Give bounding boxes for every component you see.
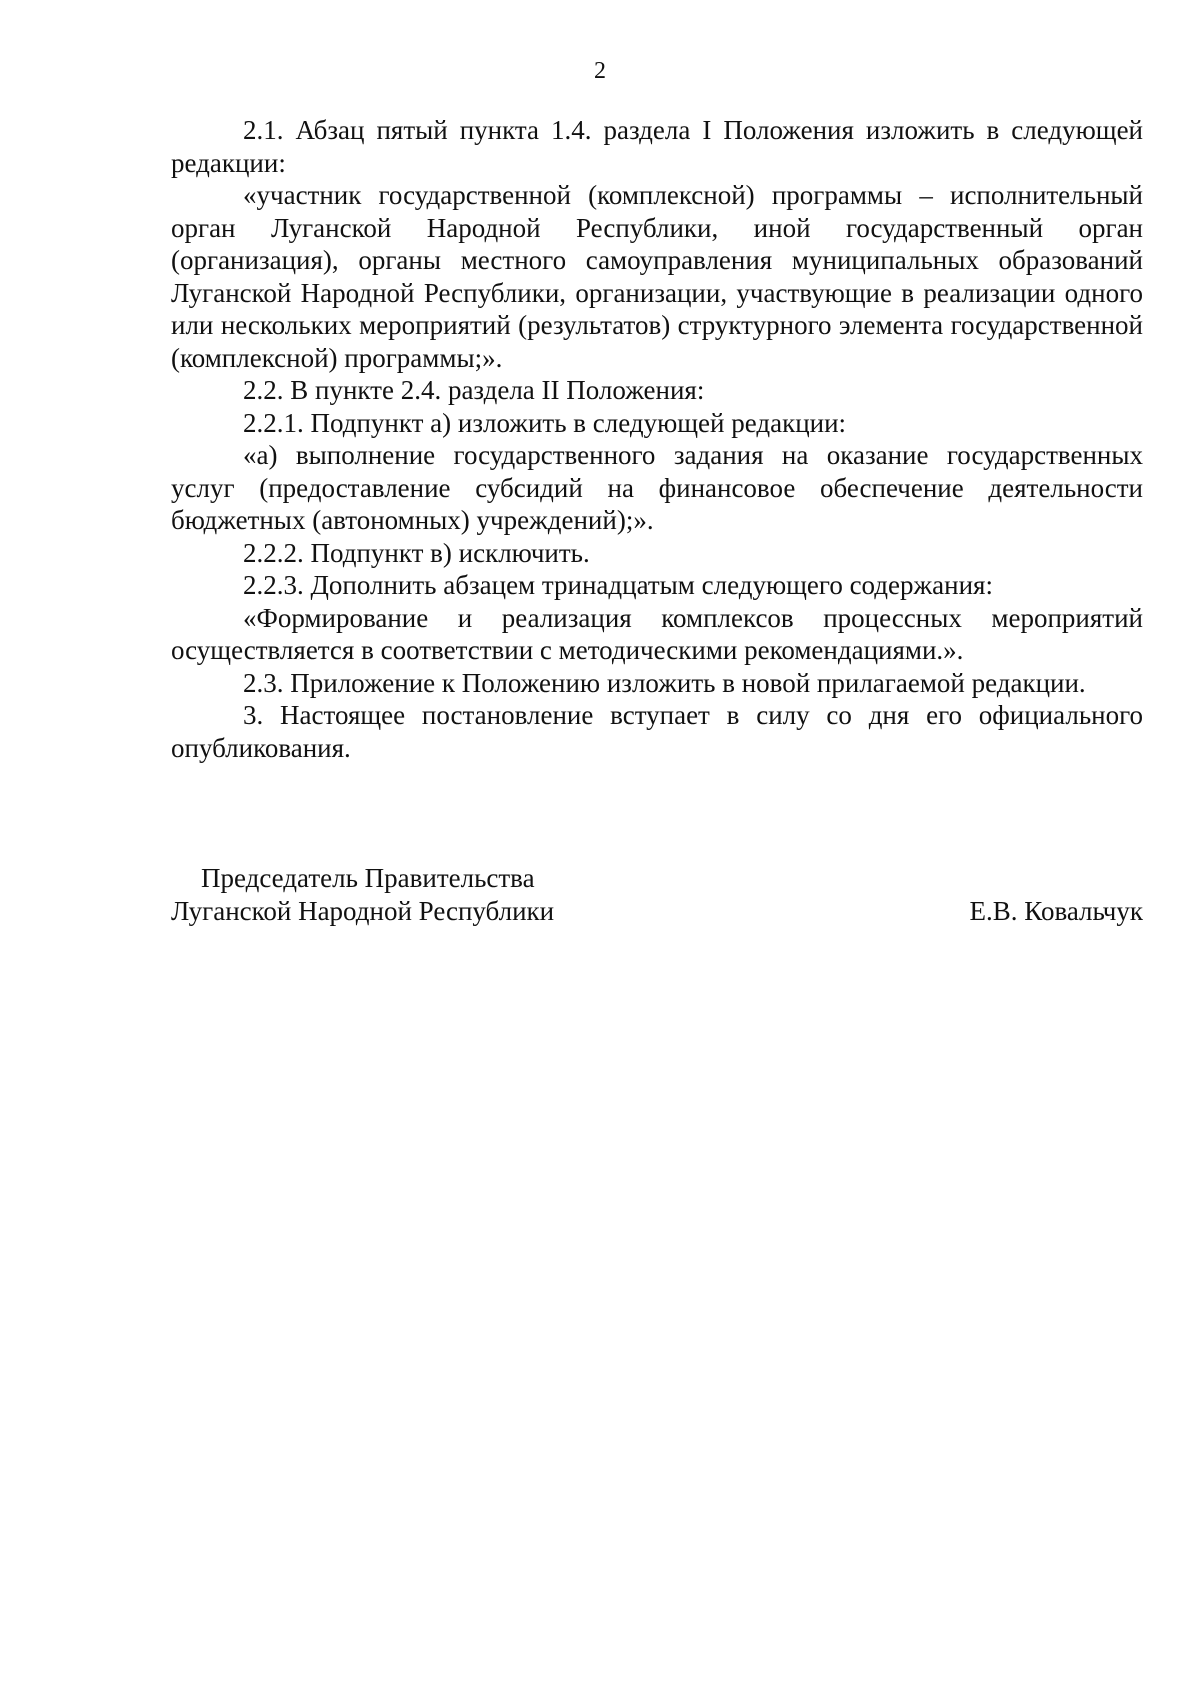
paragraph-thirteenth-abzac: «Формирование и реализация комплексов процессных мероприятий осуществляется в соответствии с методическими рекомендациями.».	[171, 602, 1143, 665]
paragraph-2-2-3: 2.2.3. Дополнить абзацем тринадцатым следующего содержания:	[243, 570, 993, 600]
signature-block	[171, 862, 1143, 927]
paragraph-2-1: 2.1. Абзац пятый пункта 1.4. раздела I Положения изложить в следующей редакции:	[171, 115, 1143, 178]
page-number: 2	[594, 58, 606, 84]
paragraph-2-2-2: 2.2.2. Подпункт в) исключить.	[243, 537, 590, 568]
paragraph-subpoint-a: «а) выполнение государственного задания на оказание государственных услуг (предоставление субсидий на финансовое обеспечение деятельности бюджетных (автономных) учреждений);».	[171, 440, 1143, 535]
paragraph-2-2-1: 2.2.1. Подпункт а) изложить в следующей редакции:	[243, 407, 847, 438]
signatory-title-line-1: Председатель Правительства	[201, 863, 535, 893]
paragraph-participant-definition: «участник государственной (комплексной) программы – исполнительный орган Луганской Народной Республики, иной государственный орган (организация), органы местного самоуправления муниципальных образований Луганской Народной Республики, организации, участвующие в реализации одного или нескольких мероприятий (результатов) структурного элемента государственной (комплексной) программы;».	[171, 180, 1143, 373]
signatory-name: Е.В. Ковальчук	[969, 895, 1143, 926]
paragraph-3: 3. Настоящее постановление вступает в силу со дня его официального опубликования.	[171, 700, 1143, 763]
paragraph-2-3: 2.3. Приложение к Положению изложить в новой прилагаемой редакции.	[243, 667, 1086, 698]
document-body	[171, 114, 1143, 764]
signatory-title-line-2: Луганской Народной Республики	[171, 895, 555, 926]
paragraph-2-2: 2.2. В пункте 2.4. раздела II Положения:	[243, 375, 705, 405]
signature-row	[171, 895, 1143, 928]
